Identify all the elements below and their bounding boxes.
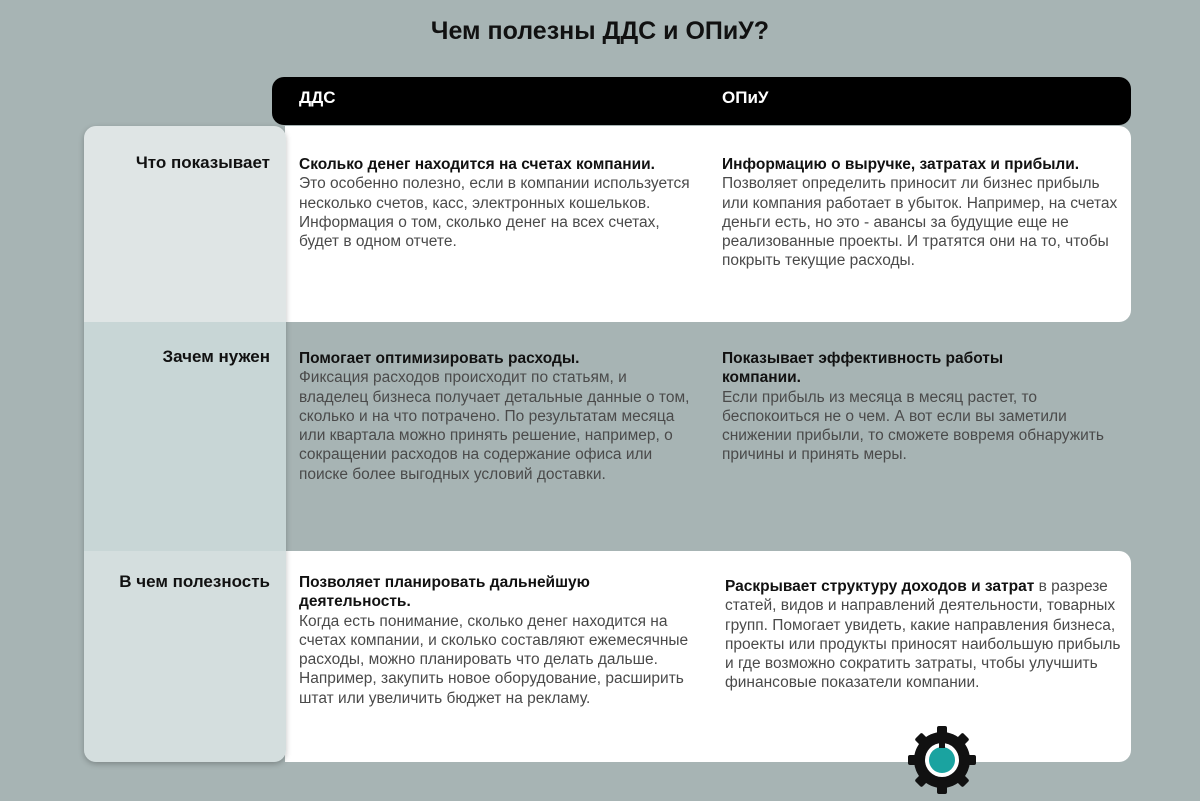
cell-heading: Раскрывает структуру доходов и затрат xyxy=(725,578,1035,595)
cell-dds-usefulness xyxy=(299,573,699,708)
table-header xyxy=(272,77,1131,125)
cell-opiu-usefulness xyxy=(725,577,1125,693)
column-header-opiu: ОПиУ xyxy=(722,88,769,107)
row-label-why-needed: Зачем нужен xyxy=(162,347,270,366)
gear-ring-logo-icon xyxy=(906,724,978,796)
cell-heading: Сколько денег находится на счетах компании. xyxy=(299,156,655,173)
cell-heading: Позволяет планировать дальнейшую деятельность. xyxy=(299,574,590,611)
row-label-usefulness: В чем полезность xyxy=(119,572,270,591)
cell-dds-why-needed xyxy=(299,349,699,484)
cell-opiu-what-it-shows xyxy=(722,155,1122,271)
column-header-dds: ДДС xyxy=(299,88,336,107)
row-label-what-it-shows: Что показывает xyxy=(135,153,270,172)
cell-opiu-why-needed xyxy=(722,349,1104,465)
cell-heading: Показывает эффективность работы компании. xyxy=(722,350,1004,387)
row-label-bg-2 xyxy=(84,322,286,551)
row-label-bg-3 xyxy=(84,551,286,762)
cell-dds-what-it-shows xyxy=(299,155,699,251)
cell-heading: Помогает оптимизировать расходы. xyxy=(299,350,580,367)
row-label-column xyxy=(84,126,286,762)
cell-text: Фиксация расходов происходит по статьям, и владелец бизнеса получает детальные данные о том, сколько и на что потрачено. По результатам месяца или квартала можно принять решение, например, о сокращении расходов на содержание офиса или поиске более выгодных условий доставки. xyxy=(299,369,690,483)
cell-text: Позволяет определить приносит ли бизнес прибыль или компания работает в убыток. Например, на счетах деньги есть, но это - авансы за будущие еще не реализованные проекты. И тратятся они на то, чтобы покрыть текущие расходы. xyxy=(722,175,1118,270)
cell-heading: Информацию о выручке, затратах и прибыли. xyxy=(722,156,1080,173)
cell-text: Когда есть понимание, сколько денег находится на счетах компании, и сколько составляют ежемесячные расходы, можно планировать что делать дальше. Например, закупить новое оборудование, расширить штат или увеличить бюджет на рекламу. xyxy=(299,612,689,707)
page-title: Чем полезны ДДС и ОПиУ? xyxy=(430,17,770,45)
cell-text: Если прибыль из месяца в месяц растет, то беспокоиться не о чем. А вот если вы заметили снижении прибыли, то сможете вовремя обнаружить причины и принять меры. xyxy=(722,388,1104,464)
cell-text: в разрезе статей, видов и направлений деятельности, товарных групп. Помогает увидеть, какие направления бизнеса, проекты или продукты приносят наибольшую прибыль и где возможно сократить затраты, чтобы улучшить финансовые показатели компании. xyxy=(725,578,1121,692)
cell-text: Это особенно полезно, если в компании используется несколько счетов, касс, электронных кошельков. Информация о том, сколько денег на всех счетах, будет в одном отчете. xyxy=(299,175,690,251)
row-label-bg-1 xyxy=(84,126,286,322)
